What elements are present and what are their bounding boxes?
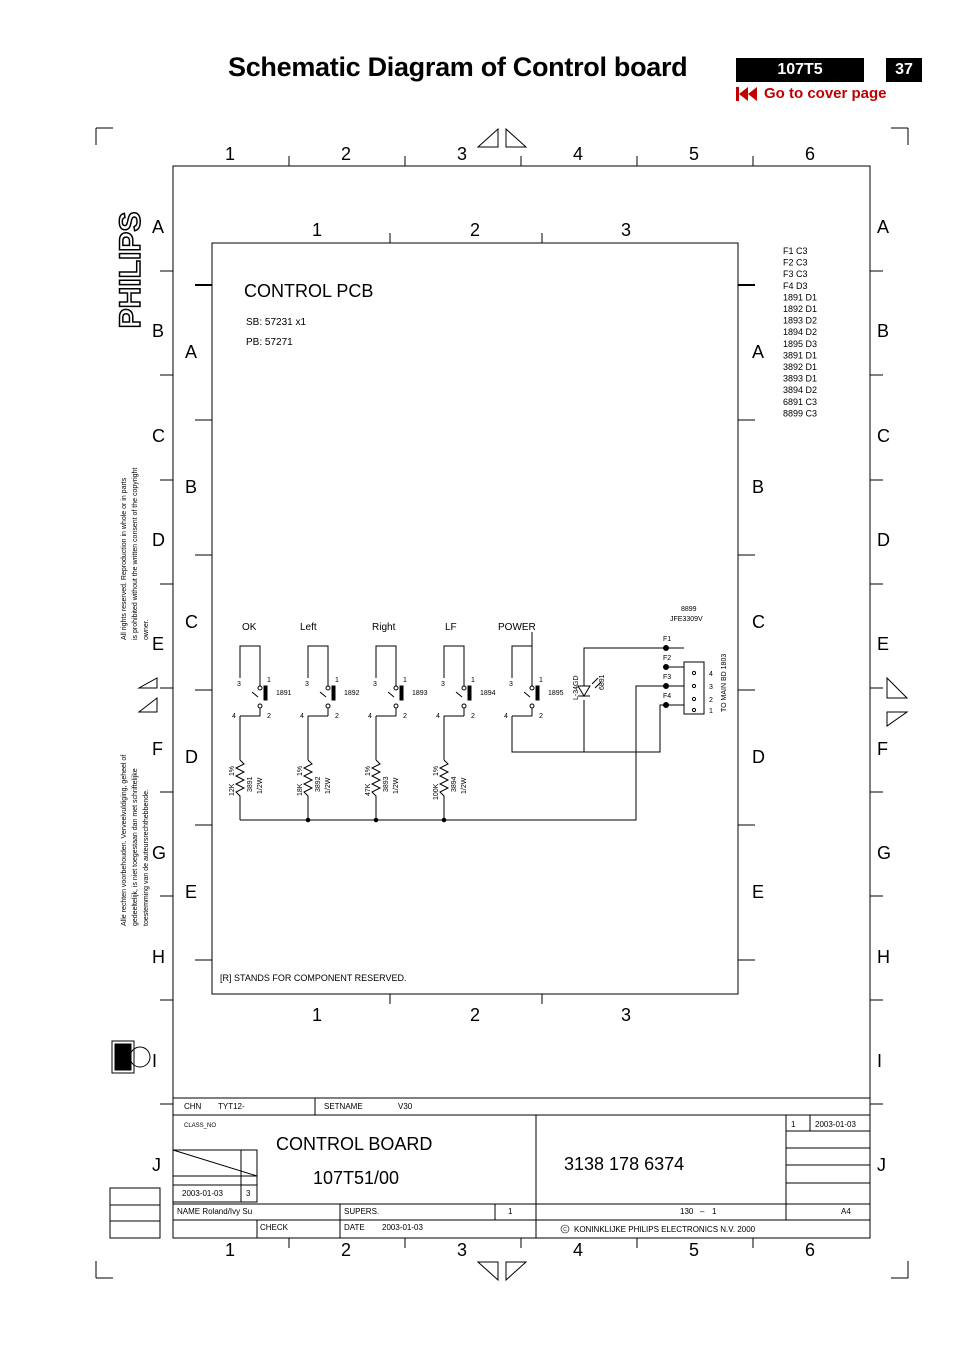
setname-label: SETNAME	[324, 1102, 363, 1111]
inner-row-label-left: C	[185, 612, 198, 632]
board-name: CONTROL BOARD	[276, 1134, 433, 1154]
crop-mark-tr	[891, 128, 908, 145]
ref-list-item: F3 C3	[783, 269, 808, 280]
panel-title: CONTROL PCB	[244, 281, 374, 301]
frame-col-label-bottom: 5	[689, 1240, 700, 1260]
frame-row-label-right: G	[877, 843, 892, 863]
inner-row-label-left: A	[185, 342, 198, 362]
connector-part: JFE3309V	[670, 616, 703, 623]
copyright-c-letter: C	[563, 1227, 567, 1234]
ref-list-item: 1894 D2	[783, 327, 818, 338]
connector-pin: 2	[709, 697, 713, 704]
frame-row-label-right: J	[877, 1155, 886, 1175]
connector-ref: 8899	[681, 606, 697, 613]
led-part: L-34GD	[573, 675, 580, 700]
frame-col-label-bottom: 1	[225, 1240, 236, 1260]
date-left-num: 3	[246, 1189, 251, 1198]
switch-ref-1892: 1892	[344, 690, 360, 697]
title-block	[173, 1098, 870, 1238]
inner-row-label-right: C	[752, 612, 765, 632]
pin-label: 2	[267, 713, 271, 720]
resistor-ref: 3894	[451, 776, 458, 792]
frame-row-label-left: B	[152, 321, 165, 341]
page-number-badge: 37	[886, 58, 922, 82]
connector-net-f2: F2	[663, 655, 672, 662]
frame-row-label-left: E	[152, 634, 165, 654]
resistor-value: 12K	[229, 783, 236, 796]
inner-col-label-bottom: 3	[621, 1005, 632, 1025]
switch-ref-1891: 1891	[276, 690, 292, 697]
switch-ref-1894: 1894	[480, 690, 496, 697]
ref-list-item: F2 C3	[783, 257, 808, 268]
frame-row-label-left: D	[152, 530, 165, 550]
resistor-tolerance: 1%	[297, 765, 304, 776]
resistor-tolerance: 1%	[433, 765, 440, 776]
ref-list-item: 1893 D2	[783, 315, 818, 326]
frame-row-label-right: A	[877, 217, 890, 237]
go-to-cover-label: Go to cover page	[764, 85, 887, 102]
paper-size: A4	[841, 1207, 851, 1216]
chn-label: CHN	[184, 1102, 202, 1111]
frame-col-label-top: 1	[225, 144, 236, 164]
resistor-tolerance: 1%	[365, 765, 372, 776]
crop-mark-bl	[96, 1261, 113, 1278]
inner-row-label-left: D	[185, 747, 198, 767]
company-name: KONINKLIJKE PHILIPS ELECTRONICS N.V. 2000	[574, 1225, 756, 1234]
inner-col-label-bottom: 1	[312, 1005, 323, 1025]
frame-col-label-bottom: 2	[341, 1240, 352, 1260]
resistor-power: 1/2W	[257, 777, 264, 794]
part-code: 3138 178 6374	[564, 1154, 685, 1174]
resistor-power: 1/2W	[325, 777, 332, 794]
supers-number: 1	[508, 1207, 513, 1216]
inner-row-label-left: B	[185, 477, 198, 497]
frame-row-label-left: I	[152, 1051, 158, 1071]
switch-label-right: Right	[372, 622, 396, 633]
date-value: 2003-01-03	[382, 1223, 423, 1232]
resistor-ref: 3893	[383, 776, 390, 792]
copyright-nl-line3: toestemming van de auteursrechthebbende.	[143, 789, 150, 926]
inner-col-label-bottom: 2	[470, 1005, 481, 1025]
supers-label: SUPERS.	[344, 1207, 380, 1216]
setname-value: V30	[398, 1102, 413, 1111]
frame-row-label-right: E	[877, 634, 890, 654]
frame-col-label-bottom: 3	[457, 1240, 468, 1260]
sheet-count: 1	[712, 1207, 717, 1216]
resistor-power: 1/2W	[393, 777, 400, 794]
switch-ref-1895: 1895	[548, 690, 564, 697]
inner-col-label-top: 3	[621, 220, 632, 240]
resistor-tolerance: 1%	[229, 765, 236, 776]
frame-col-label-bottom: 6	[805, 1240, 816, 1260]
model-badge: 107T5	[736, 58, 864, 82]
switch-label-power: POWER	[498, 622, 536, 633]
frame-row-label-right: D	[877, 530, 890, 550]
pin-label: 4	[368, 713, 372, 720]
frame-row-label-right: H	[877, 947, 890, 967]
connector-pin: 1	[709, 708, 713, 715]
connector-pin: 4	[709, 671, 713, 678]
ref-list-item: 1892 D1	[783, 304, 818, 314]
switch-label-lf: LF	[445, 622, 457, 633]
frame-row-label-right: C	[877, 426, 890, 446]
pin-label: 1	[335, 677, 339, 684]
revision-date: 2003-01-03	[815, 1120, 856, 1129]
frame-row-label-left: A	[152, 217, 165, 237]
title-block-grid	[110, 1098, 870, 1238]
frame-row-label-left: F	[152, 739, 163, 759]
switch-label-ok: OK	[242, 622, 257, 633]
frame-col-label-top: 2	[341, 144, 352, 164]
resistor-value: 18K	[297, 783, 304, 796]
frame-row-label-left: H	[152, 947, 165, 967]
frame-row-label-left: G	[152, 843, 167, 863]
ref-list-item: 6891 C3	[783, 396, 818, 407]
connector-net-f3: F3	[663, 674, 672, 681]
ref-list-item: 8899 C3	[783, 408, 818, 419]
reserved-note: [R] STANDS FOR COMPONENT RESERVED.	[220, 973, 407, 983]
chn-value: TYT12-	[218, 1102, 245, 1111]
philips-shield-icon	[112, 1041, 150, 1073]
pin-label: 4	[232, 713, 236, 720]
frame-col-label-bottom: 4	[573, 1240, 584, 1260]
copyright-en-line2: is prohibited without the written consent of the copyright	[132, 467, 139, 640]
switch-ref-1893: 1893	[412, 690, 428, 697]
ref-list-item: 3891 D1	[783, 350, 818, 361]
pin-label: 3	[373, 681, 377, 688]
sb-number: SB: 57231 x1	[246, 317, 307, 328]
pin-label: 3	[509, 681, 513, 688]
inner-row-label-right: D	[752, 747, 765, 767]
resistor-power: 1/2W	[461, 777, 468, 794]
inner-col-label-top: 1	[312, 220, 323, 240]
pin-label: 2	[539, 713, 543, 720]
pin-label: 4	[300, 713, 304, 720]
crop-mark-tl	[96, 128, 113, 145]
ref-list-item: 1895 D3	[783, 338, 818, 349]
pb-number: PB: 57271	[246, 337, 293, 348]
ref-list-item: F1 C3	[783, 246, 808, 256]
ref-list-item: 3894 D2	[783, 385, 818, 396]
connector-net-f4: F4	[663, 693, 672, 700]
pin-label: 1	[539, 677, 543, 684]
page-title: Schematic Diagram of Control board	[228, 52, 688, 82]
ref-list-item: 1891 D1	[783, 292, 818, 303]
copyright-nl-line2: gedeeltelijk, is niet toegestaan dan met schriftelijke	[132, 768, 139, 926]
pin-label: 3	[441, 681, 445, 688]
resistor-value: 100K	[433, 783, 440, 800]
pin-label: 4	[504, 713, 508, 720]
name-field: NAME Roland/Ivy Su	[177, 1207, 253, 1216]
inner-row-label-right: E	[752, 882, 765, 902]
pin-label: 2	[335, 713, 339, 720]
pin-label: 1	[267, 677, 271, 684]
resistor-value: 47K	[365, 783, 372, 796]
copyright-en-line3: owner.	[143, 619, 150, 640]
connector-net-f1: F1	[663, 636, 672, 643]
date-label: DATE	[344, 1223, 365, 1232]
pin-label: 4	[436, 713, 440, 720]
copyright-nl-line1: Alle rechten voorbehouden. Verveelvuldiging, geheel of	[121, 754, 128, 926]
pin-label: 3	[237, 681, 241, 688]
frame-row-label-right: B	[877, 321, 890, 341]
resistor-ref: 3891	[247, 776, 254, 792]
inner-row-label-left: E	[185, 882, 198, 902]
switch-label-left: Left	[300, 622, 317, 633]
connector-destination: TO MAIN BD 1803	[721, 653, 728, 712]
ref-list-item: 3892 D1	[783, 362, 818, 372]
frame-row-label-left: J	[152, 1155, 161, 1175]
revision-number: 1	[791, 1120, 796, 1129]
crop-mark-br	[891, 1261, 908, 1278]
pin-label: 2	[403, 713, 407, 720]
frame-row-label-left: C	[152, 426, 165, 446]
frame-row-label-right: F	[877, 739, 888, 759]
pin-label: 2	[471, 713, 475, 720]
copyright-en-line1: All rights reserved. Reproduction in whole or in parts	[121, 477, 128, 640]
resistor-ref: 3892	[315, 776, 322, 792]
pin-label: 3	[305, 681, 309, 688]
class-no-label: CLASS_NO	[184, 1123, 217, 1129]
inner-row-label-right: A	[752, 342, 765, 362]
led-ref: 6891	[599, 674, 606, 690]
sheet-number: 130	[680, 1207, 694, 1216]
philips-logo: PHILIPS	[114, 211, 147, 329]
board-type: 107T51/00	[313, 1168, 400, 1188]
ref-list-item: F4 D3	[783, 280, 808, 291]
check-label: CHECK	[260, 1223, 289, 1232]
date-left: 2003-01-03	[182, 1189, 223, 1198]
pin-label: 1	[403, 677, 407, 684]
inner-row-label-right: B	[752, 477, 765, 497]
frame-col-label-top: 4	[573, 144, 584, 164]
ref-list-item: 3893 D1	[783, 373, 818, 384]
frame-row-label-right: I	[877, 1051, 883, 1071]
pin-label: 1	[471, 677, 475, 684]
inner-col-label-top: 2	[470, 220, 481, 240]
sheet-dash: –	[700, 1207, 705, 1216]
connector-pin: 3	[709, 684, 713, 691]
control-pcb-panel	[212, 243, 738, 994]
frame-col-label-top: 3	[457, 144, 468, 164]
frame-col-label-top: 5	[689, 144, 700, 164]
frame-col-label-top: 6	[805, 144, 816, 164]
